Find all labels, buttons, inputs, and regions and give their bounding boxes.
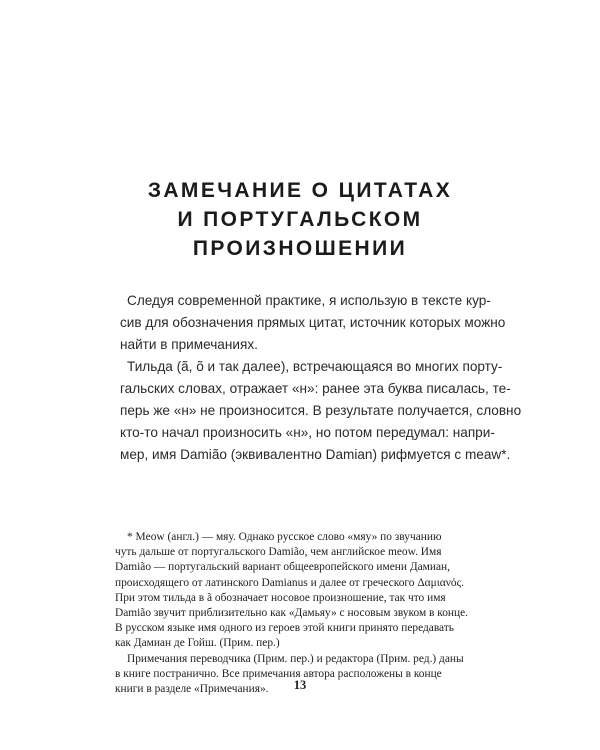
- body-line: сив для обозначения прямых цитат, источник которых можно: [120, 315, 506, 330]
- heading-line-1: ЗАМЕЧАНИЕ О ЦИТАТАХ: [147, 179, 453, 202]
- body-line: перь же «н» не произносится. В результате получается, словно: [120, 403, 522, 418]
- footnote-line: В русском языке имя одного из героев этой книги принято передавать: [115, 622, 454, 635]
- footnote-line: Damião — португальский вариант общеевропейского имени Дамиан,: [115, 561, 450, 574]
- page-number: 13: [293, 678, 307, 692]
- footnote-line: При этом тильда в ã обозначает носовое произношение, так что имя: [115, 591, 446, 604]
- footnote-line: Примечания переводчика (Прим. пер.) и редактора (Прим. ред.) даны: [127, 652, 464, 665]
- body-line: Тильда (ã, õ и так далее), встречающаяся во многих порту-: [127, 359, 503, 374]
- footnote-line: в книге постранично. Все примечания автора расположены в конце: [115, 667, 442, 680]
- body-text: [120, 290, 522, 466]
- chapter-heading: [0, 176, 600, 263]
- body-line: гальских словах, отражает «н»: ранее эта буква писалась, те-: [120, 381, 511, 396]
- heading-line-3: ПРОИЗНОШЕНИИ: [192, 237, 408, 260]
- body-line: мер, имя Damião (эквивалентно Damian) рифмуется с meaw*.: [120, 447, 511, 462]
- footnote-line: происходящего от латинского Damianus и далее от греческого Δαμιανός.: [115, 576, 464, 589]
- heading-line-2: И ПОРТУГАЛЬСКОМ: [177, 208, 423, 231]
- footnote-line: Damião звучит приблизительно как «Дамьяу» с носовым звуком в конце.: [115, 607, 469, 620]
- body-line: кто-то начал произносить «н», но потом передумал: напри-: [120, 425, 495, 440]
- footnotes: [115, 530, 493, 697]
- footnote-line: чуть дальше от португальского Damião, чем английское meow. Имя: [115, 546, 442, 559]
- body-line: Следуя современной практике, я использую в тексте кур-: [127, 293, 491, 308]
- footnote-line: книги в разделе «Примечания».: [115, 683, 269, 696]
- body-line: найти в примечаниях.: [120, 337, 258, 352]
- footnote-line: * Meow (англ.) — мяу. Однако русское слово «мяу» по звучанию: [127, 531, 442, 543]
- footnote-line: как Дамиан де Гойш. (Прим. пер.): [115, 637, 280, 650]
